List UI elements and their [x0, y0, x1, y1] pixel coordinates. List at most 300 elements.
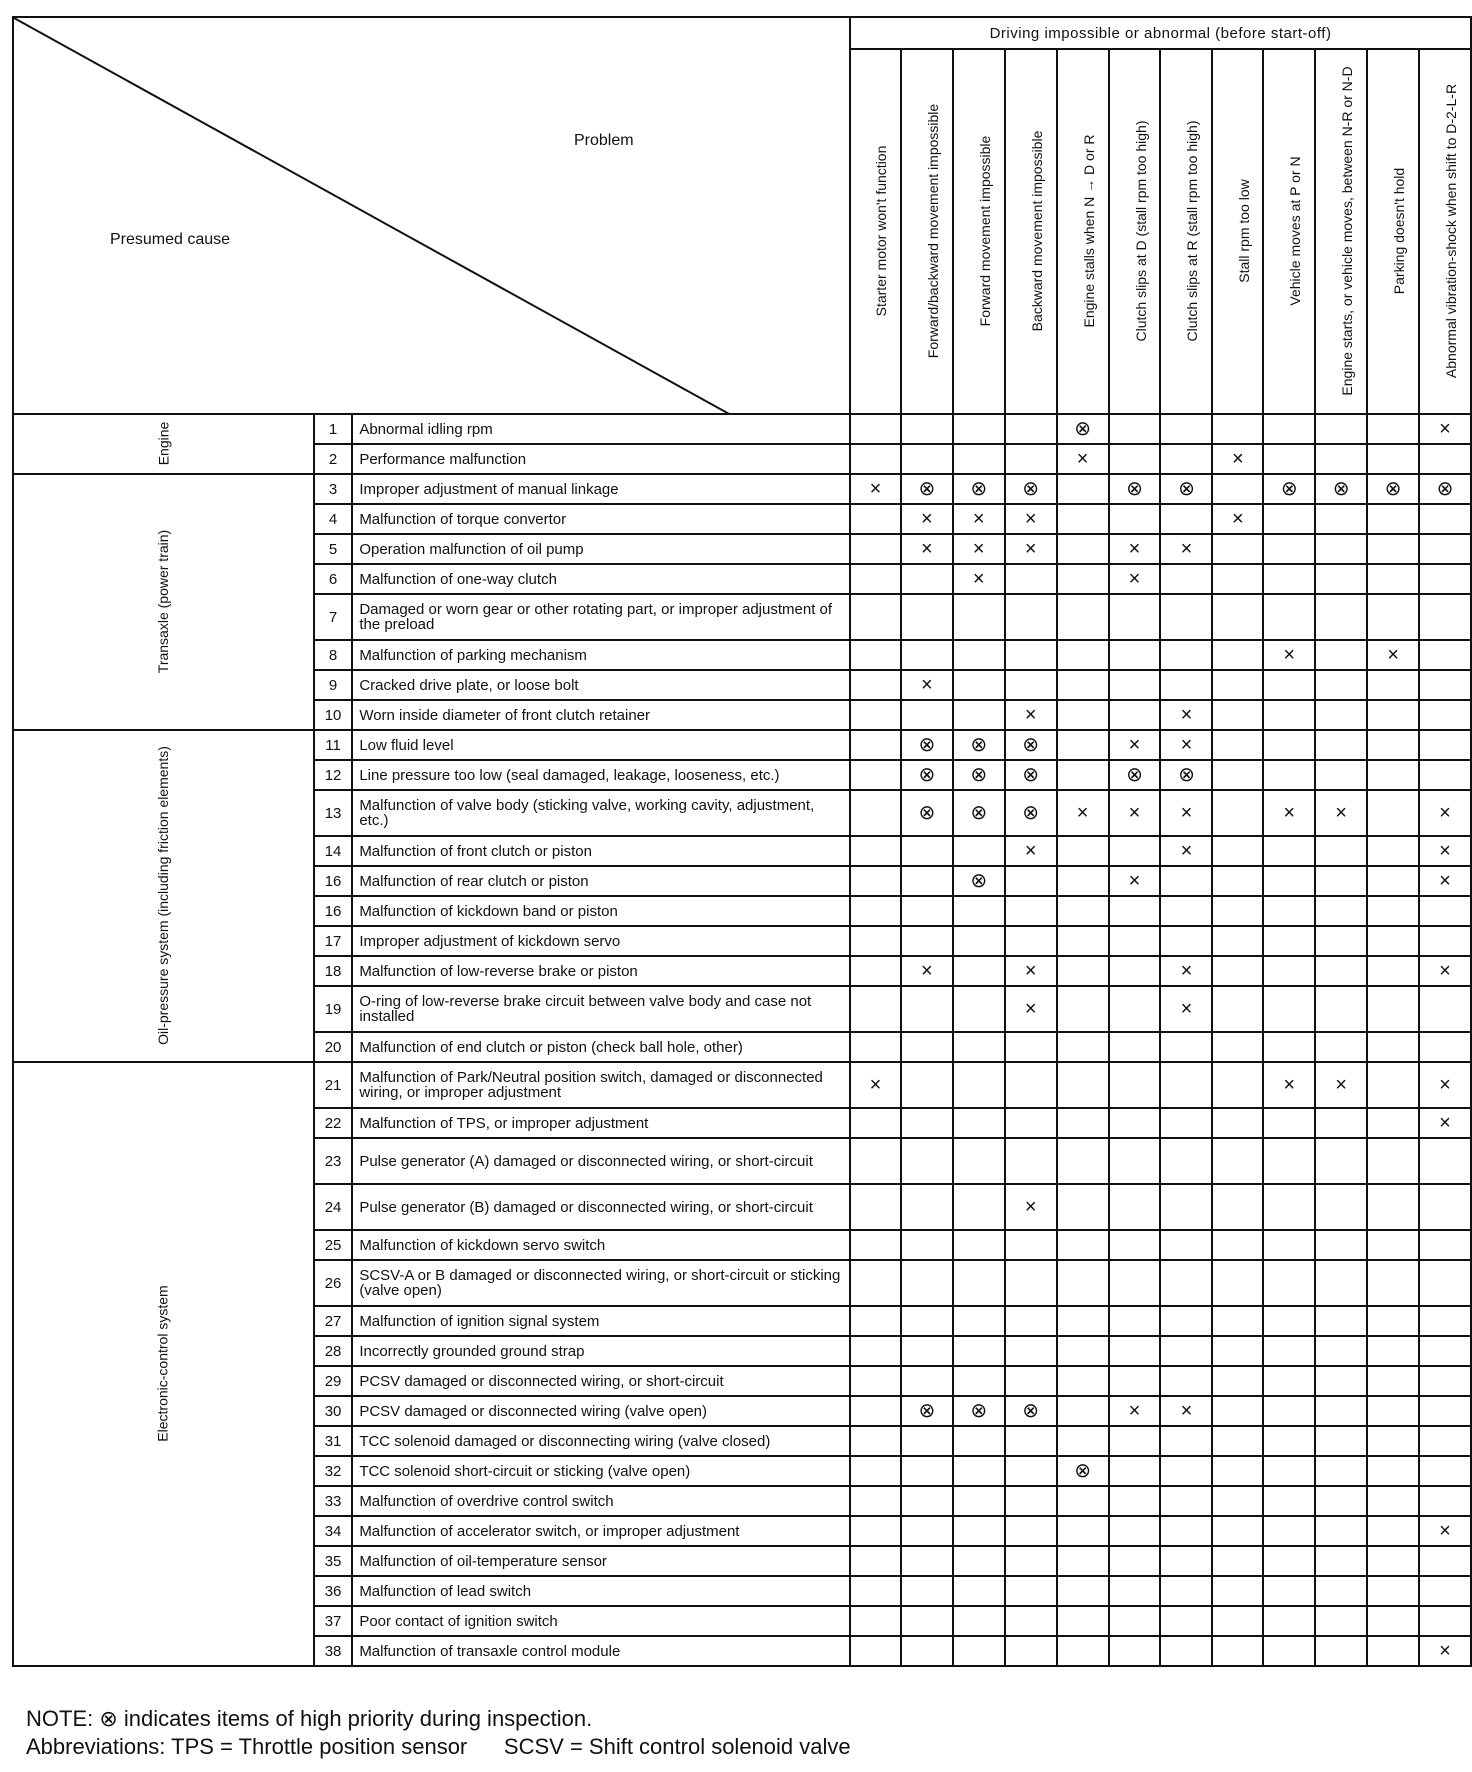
empty-cell [1263, 414, 1315, 444]
empty-cell [1160, 640, 1212, 670]
empty-cell [1212, 1062, 1263, 1108]
empty-cell [901, 444, 953, 474]
empty-cell [1315, 1108, 1367, 1138]
empty-cell [953, 1576, 1005, 1606]
empty-cell [1212, 1366, 1263, 1396]
cross-mark: × [1160, 790, 1212, 836]
empty-cell [1005, 640, 1057, 670]
empty-cell [1109, 1426, 1161, 1456]
empty-cell [1315, 414, 1367, 444]
priority-mark: ⊗ [1160, 760, 1212, 790]
cross-mark: × [953, 564, 1005, 594]
empty-cell [1212, 1260, 1263, 1306]
empty-cell [1367, 1260, 1419, 1306]
priority-mark: ⊗ [1160, 474, 1212, 504]
empty-cell [1315, 1486, 1367, 1516]
cause-group-cell [13, 730, 314, 1062]
empty-cell [850, 986, 901, 1032]
empty-cell [1005, 1576, 1057, 1606]
empty-cell [1315, 670, 1367, 700]
cause-description: Malfunction of accelerator switch, or improper adjustment [352, 1516, 850, 1546]
cross-mark: × [901, 956, 953, 986]
empty-cell [1005, 444, 1057, 474]
empty-cell [1419, 1366, 1471, 1396]
empty-cell [1367, 414, 1419, 444]
cross-mark: × [1160, 700, 1212, 730]
cause-description: SCSV-A or B damaged or disconnected wiring, or short-circuit or sticking (valve open) [352, 1260, 850, 1306]
empty-cell [1005, 1306, 1057, 1336]
cause-number: 17 [314, 926, 353, 956]
table-row [13, 414, 1471, 444]
cross-mark: × [1419, 866, 1471, 896]
empty-cell [1263, 564, 1315, 594]
empty-cell [1315, 1636, 1367, 1666]
cross-mark: × [1419, 414, 1471, 444]
empty-cell [1367, 790, 1419, 836]
empty-cell [901, 564, 953, 594]
empty-cell [953, 1032, 1005, 1062]
empty-cell [901, 926, 953, 956]
empty-cell [1160, 896, 1212, 926]
cause-description: Malfunction of lead switch [352, 1576, 850, 1606]
problem-header [1367, 49, 1419, 414]
cause-number: 27 [314, 1306, 353, 1336]
cause-number: 31 [314, 1426, 353, 1456]
cross-mark: × [953, 534, 1005, 564]
cause-description: Pulse generator (B) damaged or disconnected wiring, or short-circuit [352, 1184, 850, 1230]
cross-mark: × [1109, 730, 1161, 760]
problem-header [901, 49, 953, 414]
cause-number: 33 [314, 1486, 353, 1516]
empty-cell [1160, 1576, 1212, 1606]
empty-cell [901, 594, 953, 640]
empty-cell [901, 1426, 953, 1456]
empty-cell [1367, 986, 1419, 1032]
cause-description: Abnormal idling rpm [352, 414, 850, 444]
cause-description: O-ring of low-reverse brake circuit between valve body and case not installed [352, 986, 850, 1032]
empty-cell [1057, 730, 1109, 760]
cause-description: Cracked drive plate, or loose bolt [352, 670, 850, 700]
empty-cell [850, 1184, 901, 1230]
empty-cell [850, 790, 901, 836]
empty-cell [953, 1486, 1005, 1516]
empty-cell [901, 640, 953, 670]
empty-cell [850, 1606, 901, 1636]
empty-cell [1005, 1260, 1057, 1306]
empty-cell [1109, 1636, 1161, 1666]
empty-cell [1212, 640, 1263, 670]
empty-cell [1160, 1138, 1212, 1184]
empty-cell [1263, 1636, 1315, 1666]
empty-cell [1419, 1456, 1471, 1486]
empty-cell [1005, 1062, 1057, 1108]
empty-cell [1109, 1260, 1161, 1306]
cross-mark: × [1160, 986, 1212, 1032]
cross-mark: × [1160, 730, 1212, 760]
empty-cell [1263, 1546, 1315, 1576]
empty-cell [1367, 1138, 1419, 1184]
empty-cell [850, 1396, 901, 1426]
empty-cell [1160, 1486, 1212, 1516]
problem-header-label: Vehicle moves at P or N [1287, 156, 1304, 306]
cross-mark: × [1109, 866, 1161, 896]
empty-cell [850, 926, 901, 956]
empty-cell [1263, 1606, 1315, 1636]
empty-cell [1160, 670, 1212, 700]
empty-cell [1367, 926, 1419, 956]
empty-cell [1109, 700, 1161, 730]
empty-cell [953, 1138, 1005, 1184]
empty-cell [1263, 1032, 1315, 1062]
empty-cell [1419, 504, 1471, 534]
cause-number: 38 [314, 1636, 353, 1666]
empty-cell [1367, 1396, 1419, 1426]
empty-cell [953, 414, 1005, 444]
empty-cell [850, 896, 901, 926]
cause-description: Malfunction of rear clutch or piston [352, 866, 850, 896]
empty-cell [1315, 986, 1367, 1032]
cause-group-cell [13, 414, 314, 474]
cross-mark: × [1057, 444, 1109, 474]
empty-cell [1367, 1456, 1419, 1486]
empty-cell [1263, 730, 1315, 760]
empty-cell [901, 1062, 953, 1108]
empty-cell [1160, 444, 1212, 474]
cross-mark: × [1419, 836, 1471, 866]
empty-cell [901, 866, 953, 896]
empty-cell [1315, 926, 1367, 956]
note-text: NOTE: ⊗ indicates items of high priority during inspection. [26, 1706, 593, 1731]
problem-header [1212, 49, 1263, 414]
empty-cell [1367, 1230, 1419, 1260]
empty-cell [1367, 956, 1419, 986]
cause-description: Malfunction of oil-temperature sensor [352, 1546, 850, 1576]
empty-cell [1109, 1546, 1161, 1576]
cross-mark: × [1057, 790, 1109, 836]
priority-mark: ⊗ [953, 790, 1005, 836]
cause-description: Malfunction of valve body (sticking valve, working cavity, adjustment, etc.) [352, 790, 850, 836]
empty-cell [850, 1032, 901, 1062]
empty-cell [901, 1138, 953, 1184]
empty-cell [1160, 594, 1212, 640]
cross-mark: × [1160, 534, 1212, 564]
empty-cell [1419, 1546, 1471, 1576]
cause-number: 10 [314, 700, 353, 730]
cause-description: Damaged or worn gear or other rotating part, or improper adjustment of the preload [352, 594, 850, 640]
empty-cell [1263, 444, 1315, 474]
empty-cell [850, 594, 901, 640]
empty-cell [953, 956, 1005, 986]
problem-header-label: Starter motor won't function [873, 145, 890, 317]
empty-cell [1212, 1230, 1263, 1260]
empty-cell [1109, 414, 1161, 444]
cause-number: 7 [314, 594, 353, 640]
empty-cell [1212, 730, 1263, 760]
empty-cell [1263, 1138, 1315, 1184]
cause-number: 16 [314, 866, 353, 896]
empty-cell [1419, 926, 1471, 956]
cause-group-label: Transaxle (power train) [154, 529, 171, 674]
abbreviations-text: Abbreviations: TPS = Throttle position sensor SCSV = Shift control solenoid valve [26, 1734, 851, 1759]
empty-cell [1419, 1260, 1471, 1306]
problem-header-label: Forward movement impossible [976, 135, 993, 327]
cause-description: TCC solenoid damaged or disconnecting wiring (valve closed) [352, 1426, 850, 1456]
cause-number: 20 [314, 1032, 353, 1062]
empty-cell [1057, 1336, 1109, 1366]
priority-mark: ⊗ [901, 730, 953, 760]
empty-cell [1315, 504, 1367, 534]
empty-cell [1367, 1516, 1419, 1546]
empty-cell [953, 926, 1005, 956]
empty-cell [1057, 1108, 1109, 1138]
empty-cell [1315, 1260, 1367, 1306]
empty-cell [1367, 836, 1419, 866]
empty-cell [1419, 1606, 1471, 1636]
empty-cell [1160, 1032, 1212, 1062]
empty-cell [1109, 1366, 1161, 1396]
empty-cell [1160, 1306, 1212, 1336]
empty-cell [1057, 956, 1109, 986]
empty-cell [901, 1636, 953, 1666]
empty-cell [1005, 1636, 1057, 1666]
cross-mark: × [1367, 640, 1419, 670]
empty-cell [1212, 956, 1263, 986]
empty-cell [1315, 700, 1367, 730]
empty-cell [1109, 1576, 1161, 1606]
empty-cell [850, 1336, 901, 1366]
cross-mark: × [1109, 534, 1161, 564]
empty-cell [1419, 670, 1471, 700]
problem-header [850, 49, 901, 414]
empty-cell [1419, 1576, 1471, 1606]
cross-mark: × [1419, 1062, 1471, 1108]
problem-header [1160, 49, 1212, 414]
empty-cell [1315, 1032, 1367, 1062]
empty-cell [1419, 760, 1471, 790]
cross-mark: × [1419, 790, 1471, 836]
problem-header [1419, 49, 1471, 414]
cause-group-label: Oil-pressure system (including friction elements) [154, 746, 171, 1045]
empty-cell [1419, 1486, 1471, 1516]
priority-mark: ⊗ [1005, 730, 1057, 760]
empty-cell [1315, 1396, 1367, 1426]
empty-cell [1263, 926, 1315, 956]
empty-cell [1315, 594, 1367, 640]
empty-cell [901, 1184, 953, 1230]
priority-mark: ⊗ [1419, 474, 1471, 504]
empty-cell [901, 1486, 953, 1516]
cause-number: 32 [314, 1456, 353, 1486]
empty-cell [1005, 1336, 1057, 1366]
empty-cell [1160, 926, 1212, 956]
cause-number: 21 [314, 1062, 353, 1108]
empty-cell [1212, 1486, 1263, 1516]
empty-cell [1212, 866, 1263, 896]
empty-cell [1109, 1138, 1161, 1184]
empty-cell [1109, 1032, 1161, 1062]
empty-cell [901, 1456, 953, 1486]
corner-diagonal-line [14, 18, 731, 414]
empty-cell [1263, 534, 1315, 564]
cause-number: 6 [314, 564, 353, 594]
cause-number: 16 [314, 896, 353, 926]
problem-axis-label: Problem [574, 132, 634, 149]
empty-cell [1212, 1516, 1263, 1546]
empty-cell [1005, 1032, 1057, 1062]
empty-cell [1212, 534, 1263, 564]
empty-cell [1419, 1396, 1471, 1426]
cross-mark: × [901, 534, 953, 564]
cause-description: Malfunction of TPS, or improper adjustment [352, 1108, 850, 1138]
empty-cell [1315, 866, 1367, 896]
empty-cell [1160, 1516, 1212, 1546]
cause-description: Malfunction of kickdown servo switch [352, 1230, 850, 1260]
empty-cell [1263, 836, 1315, 866]
empty-cell [850, 1576, 901, 1606]
cross-mark: × [1109, 564, 1161, 594]
empty-cell [1263, 670, 1315, 700]
empty-cell [1212, 986, 1263, 1032]
cause-description: Malfunction of end clutch or piston (check ball hole, other) [352, 1032, 850, 1062]
empty-cell [850, 1426, 901, 1456]
cause-number: 34 [314, 1516, 353, 1546]
empty-cell [1263, 700, 1315, 730]
empty-cell [1315, 1516, 1367, 1546]
empty-cell [1263, 1486, 1315, 1516]
empty-cell [1005, 564, 1057, 594]
empty-cell [1315, 1230, 1367, 1260]
empty-cell [1263, 1576, 1315, 1606]
empty-cell [850, 1486, 901, 1516]
empty-cell [1005, 1108, 1057, 1138]
empty-cell [953, 1230, 1005, 1260]
empty-cell [1315, 1138, 1367, 1184]
empty-cell [1367, 534, 1419, 564]
cause-description: Malfunction of kickdown band or piston [352, 896, 850, 926]
empty-cell [953, 640, 1005, 670]
empty-cell [1057, 1576, 1109, 1606]
problem-header-label: Stall rpm too low [1235, 179, 1252, 283]
empty-cell [1109, 1456, 1161, 1486]
cause-number: 9 [314, 670, 353, 700]
cross-mark: × [1160, 836, 1212, 866]
cause-description: Improper adjustment of kickdown servo [352, 926, 850, 956]
empty-cell [1315, 896, 1367, 926]
problem-header-label: Parking doesn't hold [1391, 167, 1408, 295]
priority-mark: ⊗ [953, 474, 1005, 504]
cause-description: Performance malfunction [352, 444, 850, 474]
cause-number: 28 [314, 1336, 353, 1366]
empty-cell [1263, 1366, 1315, 1396]
empty-cell [1419, 730, 1471, 760]
priority-mark: ⊗ [953, 866, 1005, 896]
empty-cell [1005, 1516, 1057, 1546]
empty-cell [953, 836, 1005, 866]
cause-description: Malfunction of overdrive control switch [352, 1486, 850, 1516]
problem-header-label: Backward movement impossible [1028, 130, 1045, 332]
cause-description: Malfunction of parking mechanism [352, 640, 850, 670]
empty-cell [1367, 1576, 1419, 1606]
cause-description: Malfunction of transaxle control module [352, 1636, 850, 1666]
cause-description: PCSV damaged or disconnected wiring, or short-circuit [352, 1366, 850, 1396]
empty-cell [1057, 1516, 1109, 1546]
priority-mark: ⊗ [1005, 474, 1057, 504]
empty-cell [1263, 1184, 1315, 1230]
empty-cell [1367, 444, 1419, 474]
empty-cell [1005, 594, 1057, 640]
empty-cell [1057, 1062, 1109, 1108]
empty-cell [1109, 836, 1161, 866]
empty-cell [1109, 444, 1161, 474]
empty-cell [1315, 1546, 1367, 1576]
empty-cell [850, 1138, 901, 1184]
empty-cell [850, 414, 901, 444]
empty-cell [1263, 1108, 1315, 1138]
cross-mark: × [1419, 1108, 1471, 1138]
empty-cell [1367, 504, 1419, 534]
problem-header [953, 49, 1005, 414]
empty-cell [1263, 760, 1315, 790]
cause-number: 37 [314, 1606, 353, 1636]
empty-cell [850, 1260, 901, 1306]
empty-cell [1263, 1456, 1315, 1486]
empty-cell [1109, 1516, 1161, 1546]
priority-mark: ⊗ [1057, 414, 1109, 444]
empty-cell [1263, 956, 1315, 986]
empty-cell [1212, 1396, 1263, 1426]
empty-cell [1212, 790, 1263, 836]
cause-number: 11 [314, 730, 353, 760]
empty-cell [953, 1516, 1005, 1546]
empty-cell [1212, 926, 1263, 956]
cause-number: 5 [314, 534, 353, 564]
cause-description: Malfunction of one-way clutch [352, 564, 850, 594]
empty-cell [1005, 1486, 1057, 1516]
empty-cell [1367, 896, 1419, 926]
empty-cell [1057, 1546, 1109, 1576]
problem-header-label: Forward/backward movement impossible [924, 103, 941, 359]
empty-cell [953, 594, 1005, 640]
empty-cell [1315, 1456, 1367, 1486]
empty-cell [1212, 1576, 1263, 1606]
empty-cell [1005, 896, 1057, 926]
empty-cell [1212, 1426, 1263, 1456]
cross-mark: × [1160, 1396, 1212, 1426]
problem-header-label: Clutch slips at D (stall rpm too high) [1132, 120, 1149, 342]
empty-cell [953, 986, 1005, 1032]
table-row [13, 1062, 1471, 1108]
empty-cell [1367, 1032, 1419, 1062]
empty-cell [1057, 926, 1109, 956]
empty-cell [1367, 670, 1419, 700]
empty-cell [901, 414, 953, 444]
empty-cell [1057, 1486, 1109, 1516]
empty-cell [1212, 1636, 1263, 1666]
empty-cell [1315, 760, 1367, 790]
empty-cell [1315, 1366, 1367, 1396]
empty-cell [1057, 1306, 1109, 1336]
empty-cell [1367, 1606, 1419, 1636]
cross-mark: × [1005, 700, 1057, 730]
cross-mark: × [1160, 956, 1212, 986]
empty-cell [1419, 1032, 1471, 1062]
empty-cell [901, 1366, 953, 1396]
cross-mark: × [1005, 1184, 1057, 1230]
empty-cell [1367, 1108, 1419, 1138]
empty-cell [1057, 1606, 1109, 1636]
cause-number: 2 [314, 444, 353, 474]
cause-number: 1 [314, 414, 353, 444]
